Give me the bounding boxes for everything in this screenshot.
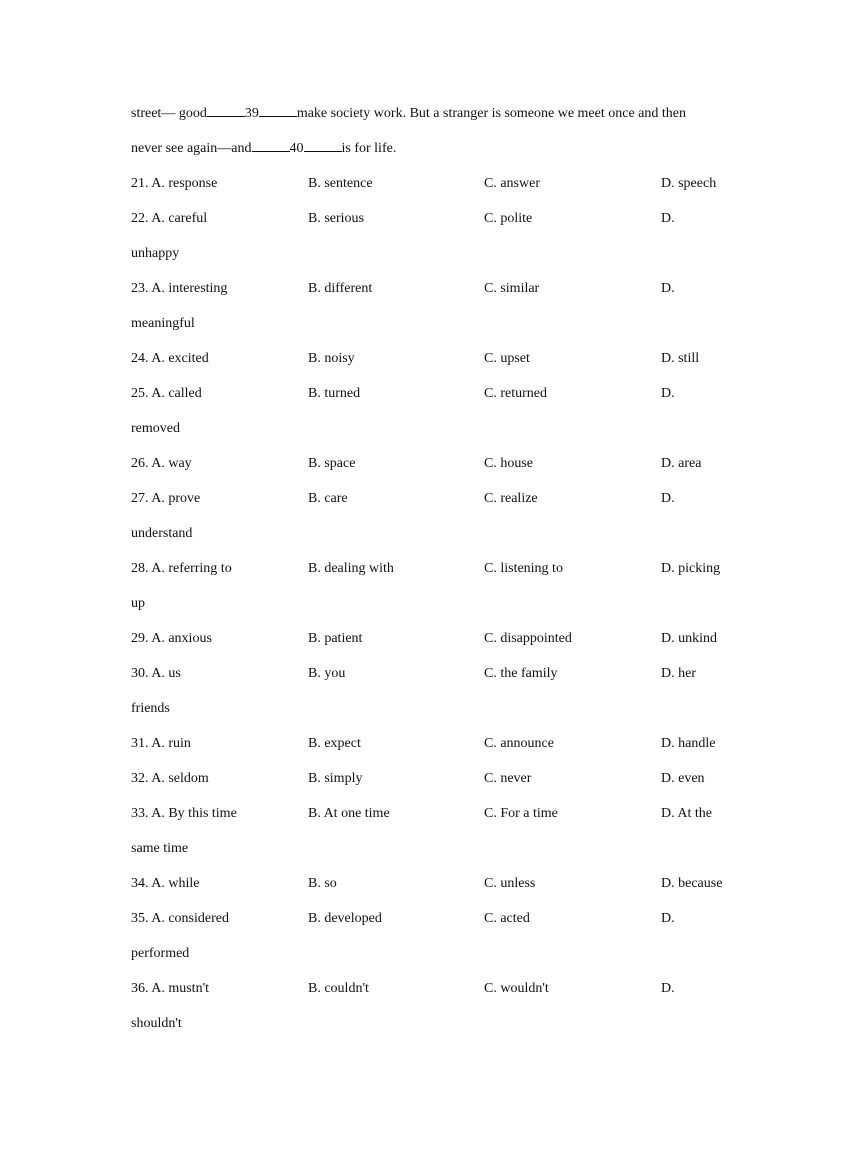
option-a: 24. A. excited (131, 351, 209, 366)
option-a: 35. A. considered (131, 911, 229, 926)
option-b: B. At one time (308, 806, 390, 821)
question-row (0, 384, 861, 404)
option-d: D. (661, 491, 675, 506)
option-c: C. disappointed (484, 631, 572, 646)
option-c: C. house (484, 456, 533, 471)
option-c: C. never (484, 771, 532, 786)
option-a: 28. A. referring to (131, 561, 232, 576)
option-d-continuation: friends (131, 701, 170, 716)
option-b: B. turned (308, 386, 361, 401)
option-b: B. you (308, 666, 346, 681)
option-b: B. sentence (308, 176, 373, 191)
question-row (0, 769, 861, 789)
question-row (0, 629, 861, 649)
question-row (0, 664, 861, 684)
option-c: C. upset (484, 351, 530, 366)
option-b: B. expect (308, 736, 361, 751)
option-a: 22. A. careful (131, 211, 208, 226)
option-b: B. serious (308, 211, 364, 226)
blank-underline (252, 151, 290, 152)
option-c: C. listening to (484, 561, 563, 576)
option-b: B. care (308, 491, 348, 506)
blank-underline (259, 116, 297, 117)
option-a: 29. A. anxious (131, 631, 212, 646)
question-row (0, 874, 861, 894)
option-d-continuation: understand (131, 526, 193, 541)
option-c: C. unless (484, 876, 536, 891)
question-row (0, 734, 861, 754)
option-d-continuation: unhappy (131, 246, 180, 261)
option-b: B. simply (308, 771, 363, 786)
option-c: C. acted (484, 911, 530, 926)
option-d-continuation: shouldn't (131, 1016, 182, 1031)
option-a: 33. A. By this time (131, 806, 237, 821)
option-c: C. similar (484, 281, 540, 296)
question-row (0, 279, 861, 299)
option-d: D. (661, 911, 675, 926)
question-row (0, 559, 861, 579)
option-c: C. For a time (484, 806, 558, 821)
option-d-continuation: performed (131, 946, 190, 961)
option-b: B. noisy (308, 351, 355, 366)
option-a: 27. A. prove (131, 491, 201, 506)
option-a: 30. A. us (131, 666, 181, 681)
blank-underline (207, 116, 245, 117)
option-c: C. answer (484, 176, 540, 191)
blank-underline (304, 151, 342, 152)
option-b: B. so (308, 876, 337, 891)
passage-line-1 (131, 104, 686, 124)
option-a: 34. A. while (131, 876, 200, 891)
option-a: 23. A. interesting (131, 281, 228, 296)
option-b: B. couldn't (308, 981, 369, 996)
passage-text: street— good (131, 106, 207, 121)
option-d-continuation: up (131, 596, 145, 611)
option-a: 32. A. seldom (131, 771, 209, 786)
option-d: D. picking (661, 561, 721, 576)
option-a: 21. A. response (131, 176, 218, 191)
option-c: C. wouldn't (484, 981, 549, 996)
option-d: D. (661, 981, 675, 996)
option-d: D. speech (661, 176, 717, 191)
passage-line-2 (131, 139, 396, 159)
option-d: D. (661, 281, 675, 296)
option-d: D. even (661, 771, 705, 786)
option-a: 25. A. called (131, 386, 202, 401)
option-c: C. returned (484, 386, 547, 401)
question-row (0, 909, 861, 929)
passage-text: never see again—and (131, 141, 252, 156)
passage-text: is for life. (341, 141, 397, 156)
option-a: 36. A. mustn't (131, 981, 209, 996)
option-c: C. realize (484, 491, 538, 506)
question-row (0, 804, 861, 824)
option-c: C. announce (484, 736, 554, 751)
option-b: B. space (308, 456, 356, 471)
passage-text: make society work. But a stranger is someone we meet once and then (296, 106, 686, 121)
option-b: B. developed (308, 911, 382, 926)
option-d: D. because (661, 876, 723, 891)
question-row (0, 489, 861, 509)
option-c: C. polite (484, 211, 533, 226)
option-d: D. (661, 386, 675, 401)
option-d: D. her (661, 666, 696, 681)
question-row (0, 349, 861, 369)
option-d: D. (661, 211, 675, 226)
option-b: B. different (308, 281, 373, 296)
question-row (0, 209, 861, 229)
question-row (0, 979, 861, 999)
option-d-continuation: meaningful (131, 316, 195, 331)
blank-number-39: 39 (244, 106, 259, 121)
question-row (0, 454, 861, 474)
blank-number-40: 40 (289, 141, 304, 156)
option-d: D. still (661, 351, 700, 366)
option-d-continuation: removed (131, 421, 180, 436)
option-c: C. the family (484, 666, 558, 681)
option-d: D. area (661, 456, 702, 471)
question-row (0, 174, 861, 194)
option-b: B. dealing with (308, 561, 394, 576)
option-d: D. At the (661, 806, 712, 821)
option-d: D. handle (661, 736, 716, 751)
option-a: 26. A. way (131, 456, 192, 471)
option-b: B. patient (308, 631, 363, 646)
option-d: D. unkind (661, 631, 717, 646)
option-a: 31. A. ruin (131, 736, 191, 751)
option-d-continuation: same time (131, 841, 189, 856)
